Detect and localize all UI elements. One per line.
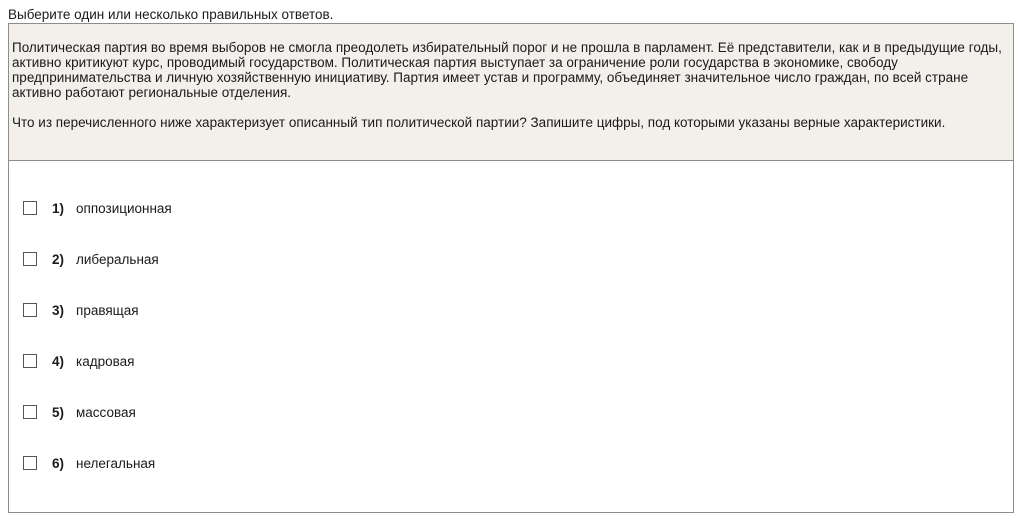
- option-label[interactable]: оппозиционная: [76, 200, 172, 216]
- option-number: 1): [52, 200, 65, 216]
- option-5[interactable]: [23, 402, 136, 422]
- checkbox-option-1[interactable]: [23, 201, 37, 215]
- task-box: [8, 23, 1014, 513]
- question-prompt: Что из перечисленного ниже характеризует описанный тип политической партии? Запишите цифры, под которыми указаны верные характеристики.: [12, 115, 946, 130]
- checkbox-option-2[interactable]: [23, 252, 37, 266]
- option-2[interactable]: [23, 249, 159, 269]
- checkbox-option-6[interactable]: [23, 456, 37, 470]
- option-number: 5): [52, 404, 65, 420]
- checkbox-option-4[interactable]: [23, 354, 37, 368]
- question-text: Политическая партия во время выборов не смогла преодолеть избирательный порог и не прошла в парламент. Её представители, как и в предыдущие годы, активно критикуют курс, проводимый государством. Политическая партия выступает за ограничение роли государства в экономике, свободу предпринимательства и личную хозяйственную инициативу. Партия имеет устав и программу, объединяет значительное число граждан, по всей стране активно работают региональные отделения.: [12, 40, 1002, 100]
- option-number: 6): [52, 455, 65, 471]
- option-label[interactable]: либеральная: [76, 251, 159, 267]
- option-4[interactable]: [23, 351, 134, 371]
- instruction-text: Выберите один или несколько правильных ответов.: [8, 7, 334, 22]
- option-6[interactable]: [23, 453, 155, 473]
- checkbox-option-3[interactable]: [23, 303, 37, 317]
- option-3[interactable]: [23, 300, 139, 320]
- option-label[interactable]: массовая: [76, 404, 136, 420]
- option-number: 4): [52, 353, 65, 369]
- option-1[interactable]: [23, 198, 172, 218]
- option-label[interactable]: кадровая: [76, 353, 135, 369]
- option-number: 3): [52, 302, 65, 318]
- option-label[interactable]: нелегальная: [76, 455, 156, 471]
- option-label[interactable]: правящая: [76, 302, 139, 318]
- option-number: 2): [52, 251, 65, 267]
- checkbox-option-5[interactable]: [23, 405, 37, 419]
- question-panel: [9, 24, 1013, 161]
